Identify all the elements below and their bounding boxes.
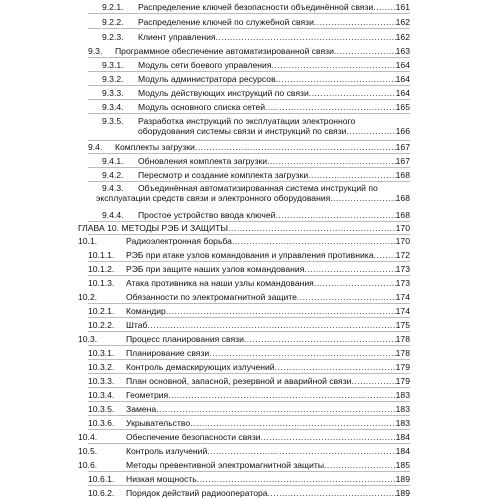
entry-title: Геометрия: [126, 390, 169, 400]
entry-number: 10.2.: [78, 292, 98, 302]
entry-title-block: [126, 432, 410, 442]
page-number: 174: [395, 306, 410, 316]
entry-separator: [88, 317, 410, 318]
page-number: 168: [395, 210, 410, 220]
entry-title-block: [138, 156, 410, 166]
entry-number: 10.3.6.: [88, 418, 115, 428]
page-number: 163: [395, 46, 410, 56]
dot-leader: [147, 320, 395, 330]
page-number: 179: [395, 376, 410, 386]
entry-title-block: [126, 334, 410, 344]
entry-title-block: [126, 390, 410, 400]
entry-title-block: [126, 488, 410, 498]
entry-title: Штаб: [126, 320, 148, 330]
dot-leader: [244, 334, 396, 344]
page-number: 174: [395, 292, 410, 302]
entry-title-block: [126, 320, 410, 330]
page-number: 164: [395, 88, 410, 98]
dot-leader: [216, 32, 396, 42]
entry-title: Контроль демаскирующих излучений: [126, 362, 275, 372]
page-number: 162: [395, 17, 410, 27]
entry-number: 9.3.2.: [102, 74, 124, 84]
page-number: 161: [395, 2, 410, 12]
entry-number: 10.2.1.: [88, 306, 115, 316]
page-number: 183: [395, 404, 410, 414]
entry-title: Модуль действующих инструкций по связи: [138, 88, 309, 98]
entry-separator: [88, 303, 410, 304]
page-number: 165: [395, 102, 410, 112]
entry-separator: [88, 485, 410, 486]
dot-leader: [309, 88, 396, 98]
page-number: 175: [395, 320, 410, 330]
entry-separator: [88, 140, 410, 141]
entry-title-block: [126, 348, 410, 358]
entry-number: 10.3.2.: [88, 362, 115, 372]
entry-title: Программное обеспечение автоматизированной связи: [115, 46, 334, 56]
entry-title-block: [126, 264, 410, 274]
dot-leader: [197, 474, 396, 484]
entry-title: Командир: [126, 306, 166, 316]
entry-separator: [88, 429, 410, 430]
entry-title: Обеспечение безопасности связи: [126, 432, 261, 442]
entry-title: Клиент управления: [138, 32, 216, 42]
entry-title: Процесс планирования связи: [126, 334, 244, 344]
entry-title: Методы превентивной электромагнитной защиты: [126, 460, 325, 470]
entry-separator: [88, 99, 410, 100]
entry-number: 10.3.4.: [88, 390, 115, 400]
entry-number: 10.1.2.: [88, 264, 115, 274]
entry-number: 10.1.: [78, 236, 98, 246]
entry-separator: [88, 153, 410, 154]
page-number: 172: [395, 250, 410, 260]
entry-title: эксплуатации средств связи и электронного оборудования: [96, 193, 331, 203]
entry-separator: [88, 345, 410, 346]
entry-title-block: [126, 250, 410, 260]
entry-title-block: [138, 88, 410, 98]
entry-title: оборудования системы связи и инструкций по связи: [138, 126, 347, 136]
dot-leader: [276, 74, 396, 84]
dot-leader: [271, 60, 395, 70]
page-number: 184: [395, 432, 410, 442]
entry-title: Контроль излучений: [126, 446, 208, 456]
entry-separator: [88, 234, 410, 235]
entry-separator: [88, 113, 410, 114]
entry-number: 9.3.3.: [102, 88, 124, 98]
page-number: 184: [395, 446, 410, 456]
entry-number: 9.4.: [88, 142, 103, 152]
entry-separator: [88, 85, 410, 86]
dot-leader: [297, 292, 396, 302]
dot-leader: [308, 170, 396, 180]
entry-separator: [88, 71, 410, 72]
dot-leader: [190, 418, 396, 428]
page-number: 185: [395, 460, 410, 470]
entry-title: Модуль администратора ресурсов: [138, 74, 276, 84]
page-number: 167: [395, 142, 410, 152]
entry-title-block: [138, 2, 410, 12]
dot-leader: [334, 46, 396, 56]
entry-separator: [88, 471, 410, 472]
page-number: 164: [395, 74, 410, 84]
dot-leader: [374, 250, 396, 260]
page-number: 189: [395, 488, 410, 498]
page-number: 179: [395, 362, 410, 372]
entry-number: 10.3.1.: [88, 348, 115, 358]
entry-title: Порядок действий радиооператора: [126, 488, 268, 498]
page-number: 162: [395, 32, 410, 42]
page-number: 168: [395, 193, 410, 203]
dot-leader: [373, 2, 395, 12]
dot-leader: [265, 102, 396, 112]
entry-number: 10.4.: [78, 432, 98, 442]
dot-leader: [207, 446, 395, 456]
entry-title: Радиоэлектронная борьба: [126, 236, 232, 246]
entry-number: 10.1.1.: [88, 250, 115, 260]
entry-title-block: [126, 362, 410, 372]
dot-leader: [314, 278, 396, 288]
entry-separator: [88, 181, 410, 182]
entry-number: 9.3.: [88, 46, 103, 56]
entry-title-block: [78, 223, 410, 233]
entry-title-block: [138, 102, 410, 112]
entry-number: 9.4.3.: [102, 183, 124, 193]
entry-title: Обновления комплекта загрузки: [138, 156, 268, 166]
dot-leader: [267, 156, 396, 166]
page-number: 167: [395, 156, 410, 166]
dot-leader: [156, 404, 395, 414]
dot-leader: [195, 142, 396, 152]
page-number: 178: [395, 334, 410, 344]
entry-title: Пересмотр и создание комплекта загрузки: [138, 170, 309, 180]
entry-title-block: [138, 116, 410, 136]
entry-separator: [88, 28, 410, 29]
dot-leader: [314, 17, 396, 27]
page-number: 170: [395, 236, 410, 246]
entry-title: Модуль сети боевого управления: [138, 60, 272, 70]
entry-number: 10.3.: [78, 334, 98, 344]
page-number: 189: [395, 474, 410, 484]
entry-number: 10.6.: [78, 460, 98, 470]
entry-separator: [88, 387, 410, 388]
entry-number: 9.3.5.: [102, 116, 124, 126]
dot-leader: [346, 126, 395, 136]
entry-title: Распределение ключей по служебной связи: [138, 17, 314, 27]
entry-title: Замена: [126, 404, 157, 414]
page-number: 166: [395, 126, 410, 136]
entry-title-block: [138, 170, 410, 180]
dot-leader: [168, 390, 395, 400]
entry-title-block: [126, 306, 410, 316]
entry-title: Укрывательство: [126, 418, 191, 428]
entry-title: РЭБ при атаке узлов командования и управления противника: [126, 250, 374, 260]
page-number: 183: [395, 418, 410, 428]
entry-number: 9.4.2.: [102, 170, 124, 180]
entry-title: Простое устройство ввода ключей: [138, 210, 276, 220]
entry-title: Низкая мощность: [126, 474, 197, 484]
page-number: 168: [395, 170, 410, 180]
page-number: 183: [395, 390, 410, 400]
entry-separator: [88, 401, 410, 402]
dot-leader: [275, 362, 396, 372]
dot-leader: [275, 210, 395, 220]
dot-leader: [228, 223, 396, 233]
entry-separator: [88, 13, 410, 14]
entry-title: Модуль основного списка сетей: [138, 102, 266, 112]
entry-title-block: [126, 278, 410, 288]
dot-leader: [209, 348, 395, 358]
entry-title-block: [126, 404, 410, 414]
entry-number: 9.2.2.: [102, 17, 124, 27]
dot-leader: [261, 432, 396, 442]
entry-number: 9.3.4.: [102, 102, 124, 112]
entry-number: 10.5.: [78, 446, 98, 456]
entry-number: 9.4.4.: [102, 210, 124, 220]
entry-title-block: [138, 17, 410, 27]
entry-number: 9.4.1.: [102, 156, 124, 166]
entry-number: 9.2.1.: [102, 2, 124, 12]
dot-leader: [232, 236, 396, 246]
entry-title: Комплекты загрузки: [115, 142, 195, 152]
page-number: 173: [395, 278, 410, 288]
entry-number: 10.3.5.: [88, 404, 115, 414]
entry-title-block: [126, 376, 410, 386]
entry-title-block: [138, 60, 410, 70]
entry-title: План основной, запасной, резервной и аварийной связи: [126, 376, 352, 386]
entry-separator: [88, 359, 410, 360]
dot-leader: [268, 488, 396, 498]
page-number: 178: [395, 348, 410, 358]
entry-title-block: [126, 292, 410, 302]
entry-separator: [88, 443, 410, 444]
entry-title-block: [126, 446, 410, 456]
page-number: 170: [395, 223, 410, 233]
entry-title-block: [138, 74, 410, 84]
entry-title-line1: Разработка инструкций по эксплуатации электронного: [138, 116, 356, 126]
entry-title: Атака противника на наши узлы командования: [126, 278, 314, 288]
dot-leader: [324, 460, 396, 470]
entry-separator: [88, 331, 410, 332]
entry-title-block: [126, 418, 410, 428]
entry-title-block: [138, 32, 410, 42]
entry-title: РЭБ при защите наших узлов командования: [126, 264, 305, 274]
entry-number: 10.3.3.: [88, 376, 115, 386]
entry-number: 10.2.2.: [88, 320, 115, 330]
dot-leader: [304, 264, 395, 274]
entry-title-line1: Объединённая автоматизированная система инструкций по: [138, 183, 378, 193]
entry-separator: [88, 167, 410, 168]
entry-number: 9.3.1.: [102, 60, 124, 70]
entry-separator: [88, 221, 410, 222]
dot-leader: [330, 193, 395, 203]
entry-title: Обязанности по электромагнитной защите: [126, 292, 297, 302]
entry-title-block: [126, 236, 410, 246]
entry-title: Распределение ключей безопасности объединённой связи: [138, 2, 374, 12]
entry-number: 10.6.2.: [88, 488, 115, 498]
dot-leader: [166, 306, 396, 316]
entry-title-block: [126, 460, 410, 470]
dot-leader: [351, 376, 395, 386]
entry-title-block: [115, 142, 410, 152]
entry-title: Планирование связи: [126, 348, 210, 358]
entry-title: ГЛАВА 10. МЕТОДЫ РЭБ И ЗАЩИТЫ: [78, 223, 229, 233]
entry-separator: [88, 373, 410, 374]
page-number: 173: [395, 264, 410, 274]
entry-title-block: [138, 210, 410, 220]
entry-separator: [88, 415, 410, 416]
entry-separator: [88, 275, 410, 276]
entry-number: 10.1.3.: [88, 278, 115, 288]
entry-title-block: [126, 474, 410, 484]
page-number: 164: [395, 60, 410, 70]
entry-separator: [88, 261, 410, 262]
entry-number: 9.2.3.: [102, 32, 124, 42]
entry-separator: [88, 57, 410, 58]
entry-number: 10.6.1.: [88, 474, 115, 484]
entry-title-block: [115, 46, 410, 56]
